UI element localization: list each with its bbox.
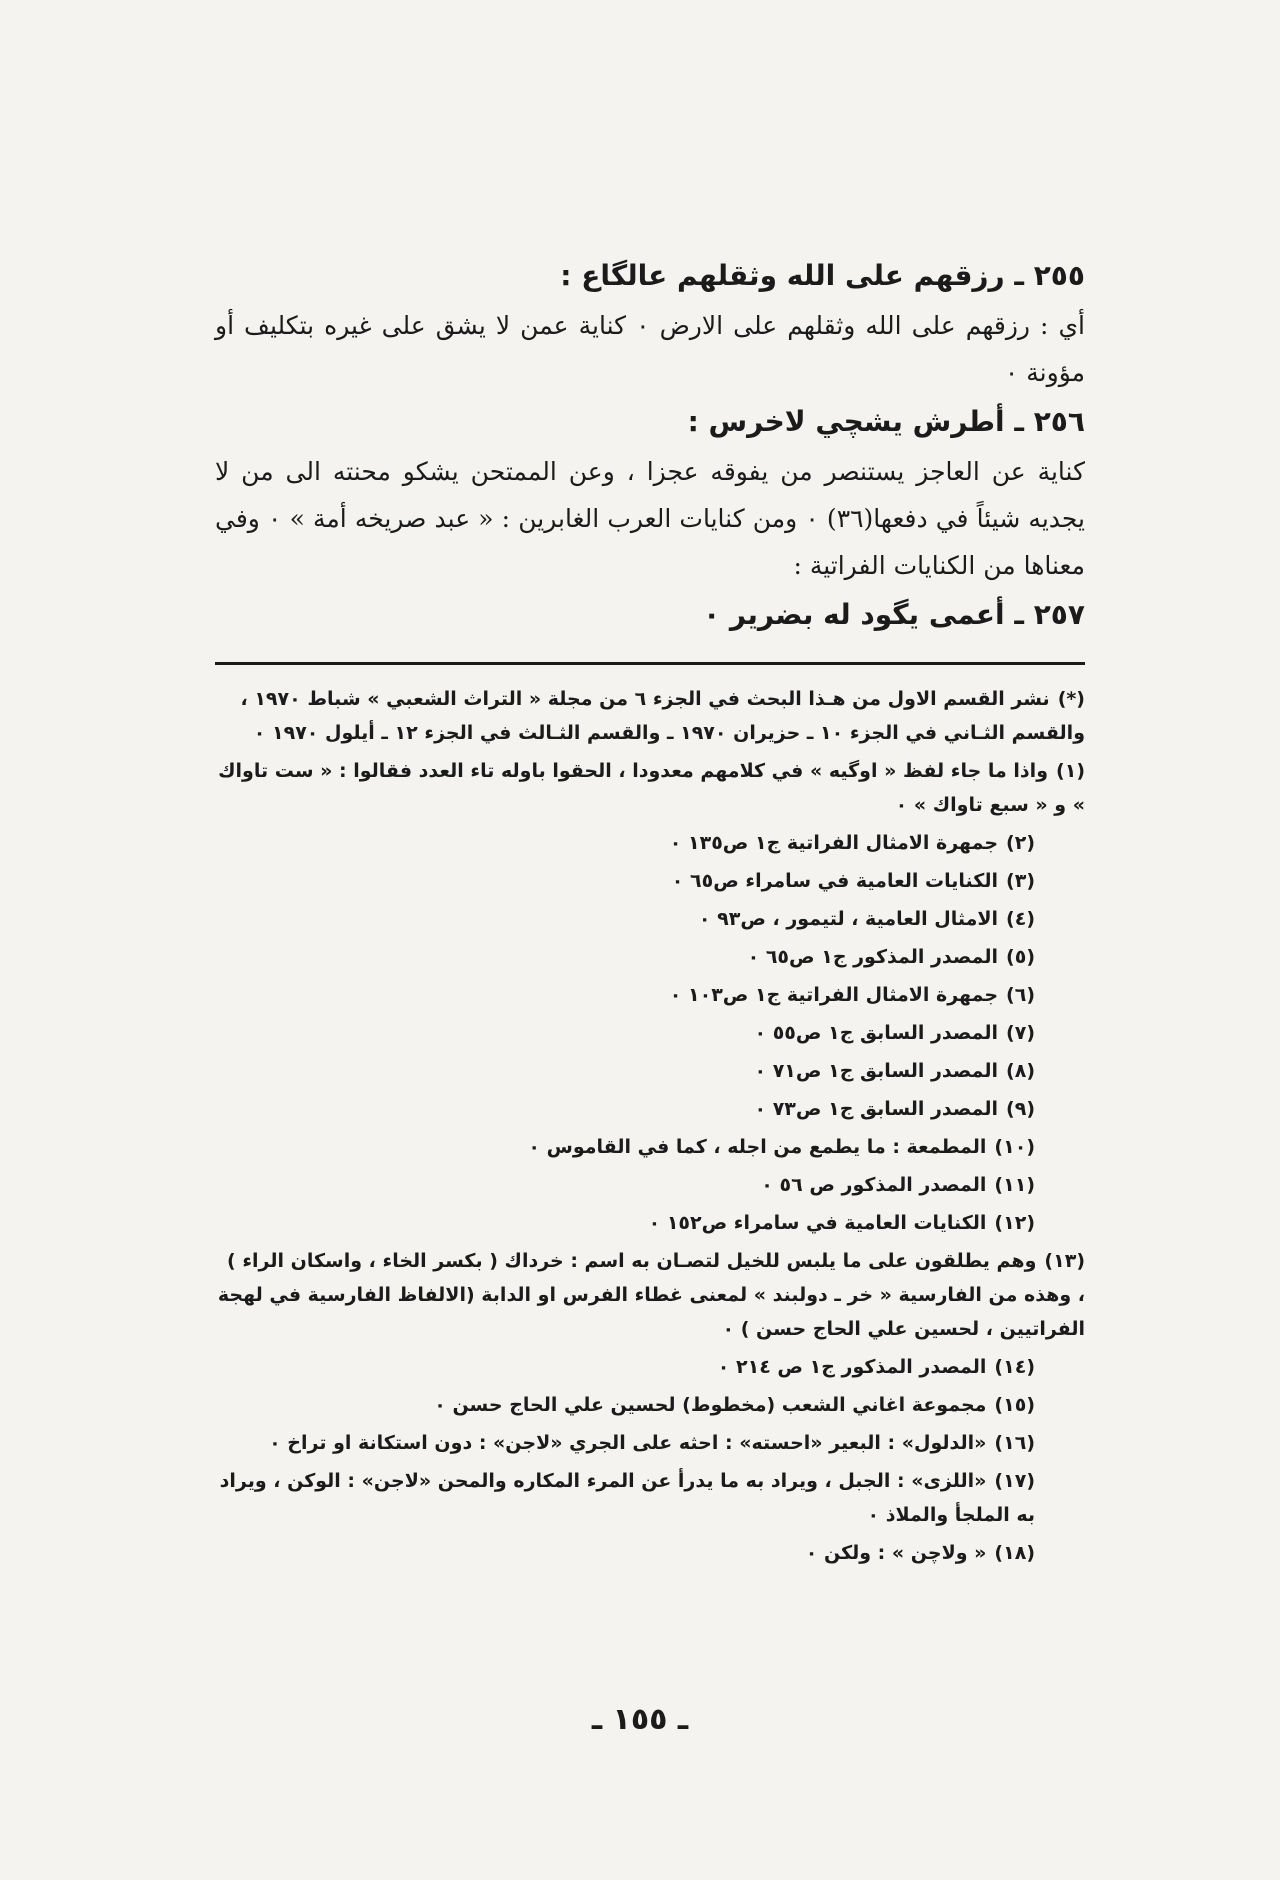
main-text — [215, 250, 1085, 641]
footnote-number: (١) — [1056, 760, 1085, 782]
footnote-text: الامثال العامية ، لتيمور ، ص٩٣ ٠ — [698, 908, 999, 930]
footnote-number: (١٣) — [1044, 1250, 1085, 1272]
footnote — [215, 1016, 1085, 1050]
footnote-text: وهم يطلقون على ما يلبس للخيل لتصـان به اسم : خرداك ( بكسر الخاء ، واسكان الراء ) ، وهذه من الفارسية « خر ـ دولبند » لمعنى غطاء الفرس او الدابة (الالفاظ الفارسية في لهجة الفراتيين ، لحسين علي الحاج حسن ) ٠ — [217, 1250, 1085, 1340]
footnote — [215, 1388, 1085, 1422]
footnote-number: (١٥) — [994, 1394, 1035, 1416]
footnote-text: «اللزى» : الجبل ، ويراد به ما يدرأ عن المرء المكاره والمحن «لاجن» : الوكن ، ويراد به الملجأ والملاذ ٠ — [219, 1470, 1035, 1526]
footnote-number: (١٢) — [994, 1212, 1035, 1234]
entry-heading: ٢٥٥ ـ رزقهم على الله وثقلهم عالگاع : — [560, 259, 1085, 292]
footnote — [215, 682, 1085, 750]
footnote-text: جمهرة الامثال الفراتية ج١ ص١٠٣ ٠ — [669, 984, 999, 1006]
footnote — [215, 1168, 1085, 1202]
entry-257 — [215, 589, 1085, 641]
page-number: ـ ١٥٥ ـ — [591, 1702, 689, 1737]
footnote-number: (١٦) — [994, 1432, 1035, 1454]
entry-256 — [215, 396, 1085, 589]
entry-paragraph: أي : رزقهم على الله وثقلهم على الارض ٠ كناية عمن لا يشق على غيره بتكليف أو مؤونة ٠ — [215, 311, 1085, 387]
entry-heading: ٢٥٧ ـ أعمى يگود له بضرير ٠ — [703, 598, 1085, 631]
footnote-number: (١٨) — [994, 1542, 1035, 1564]
footnote-text: المصدر السابق ج١ ص٥٥ ٠ — [754, 1022, 999, 1044]
footnote — [215, 826, 1085, 860]
footnote-text: المصدر السابق ج١ ص٧١ ٠ — [754, 1060, 999, 1082]
footnote-number: (٤) — [1006, 908, 1035, 930]
footnote — [215, 1054, 1085, 1088]
footnote-text: نشر القسم الاول من هـذا البحث في الجزء ٦ من مجلة « التراث الشعبي » شباط ١٩٧٠ ، والقسم الثـاني في الجزء ١٠ ـ حزيران ١٩٧٠ ـ والقسم الثـالث في الجزء ١٢ ـ أيلول ١٩٧٠ ٠ — [240, 688, 1085, 744]
footnote-number: (٦) — [1006, 984, 1035, 1006]
footnote — [215, 1244, 1085, 1346]
entry-body — [215, 448, 1085, 589]
footnote — [215, 902, 1085, 936]
footnote — [215, 1206, 1085, 1240]
footnote — [215, 1536, 1085, 1570]
footnote-number: (٧) — [1006, 1022, 1035, 1044]
footnote-text: المصدر المذكور ج١ ص ٢١٤ ٠ — [717, 1356, 987, 1378]
entry-body — [215, 302, 1085, 396]
footnote-text: واذا ما جاء لفظ « اوگيه » في كلامهم معدودا ، الحقوا باوله تاء العدد فقالوا : « ست تاواك » و « سبع تاواك » ٠ — [218, 760, 1085, 816]
footnote — [215, 1092, 1085, 1126]
entry-heading: ٢٥٦ ـ أطرش يشچي لاخرس : — [687, 405, 1085, 438]
footnote-text: المصدر المذكور ج١ ص٦٥ ٠ — [747, 946, 999, 968]
footnote-number: (٢) — [1006, 832, 1035, 854]
footnote — [215, 1350, 1085, 1384]
footnote — [215, 978, 1085, 1012]
entry-paragraph: كناية عن العاجز يستنصر من يفوقه عجزا ، وعن الممتحن يشكو محنته الى من لا يجديه شيئاً في دفعها(٣٦) ٠ ومن كنايات العرب الغابرين : « عبد صريخه أمة » ٠ وفي معناها من الكنايات الفراتية : — [215, 457, 1086, 580]
footnote-number: (١٧) — [994, 1470, 1035, 1492]
footnote-number: (٥) — [1006, 946, 1035, 968]
footnote — [215, 940, 1085, 974]
footnote-number: (١٤) — [994, 1356, 1035, 1378]
footnote-number: (١١) — [994, 1174, 1035, 1196]
footnote-text: «الدلول» : البعير «احسته» : احثه على الجري «لاجن» : دون استكانة او تراخ ٠ — [269, 1432, 987, 1454]
footnote-text: المصدر المذكور ص ٥٦ ٠ — [761, 1174, 987, 1196]
footnote-text: المصدر السابق ج١ ص٧٣ ٠ — [754, 1098, 999, 1120]
footnote-text: المطمعة : ما يطمع من اجله ، كما في القاموس ٠ — [528, 1136, 987, 1158]
footnote-number: (١٠) — [994, 1136, 1035, 1158]
footnote-number: (٨) — [1006, 1060, 1035, 1082]
footnote-text: الكنايات العامية في سامراء ص٦٥ ٠ — [671, 870, 999, 892]
footnote-divider — [215, 662, 1085, 665]
footnotes-list — [215, 682, 1085, 1574]
footnote-text: جمهرة الامثال الفراتية ج١ ص١٣٥ ٠ — [669, 832, 999, 854]
footnote-number: (*) — [1057, 688, 1085, 710]
footnote — [215, 754, 1085, 822]
footnote — [215, 864, 1085, 898]
footnote-text: مجموعة اغاني الشعب (مخطوط) لحسين علي الحاج حسن ٠ — [434, 1394, 987, 1416]
entry-255 — [215, 250, 1085, 396]
footnote — [215, 1130, 1085, 1164]
footnote-text: الكنايات العامية في سامراء ص١٥٢ ٠ — [648, 1212, 987, 1234]
footnote-text: « ولاچن » : ولكن ٠ — [805, 1542, 987, 1564]
footnote-number: (٩) — [1006, 1098, 1035, 1120]
footnote — [215, 1464, 1085, 1532]
footnote — [215, 1426, 1085, 1460]
footnote-number: (٣) — [1006, 870, 1035, 892]
